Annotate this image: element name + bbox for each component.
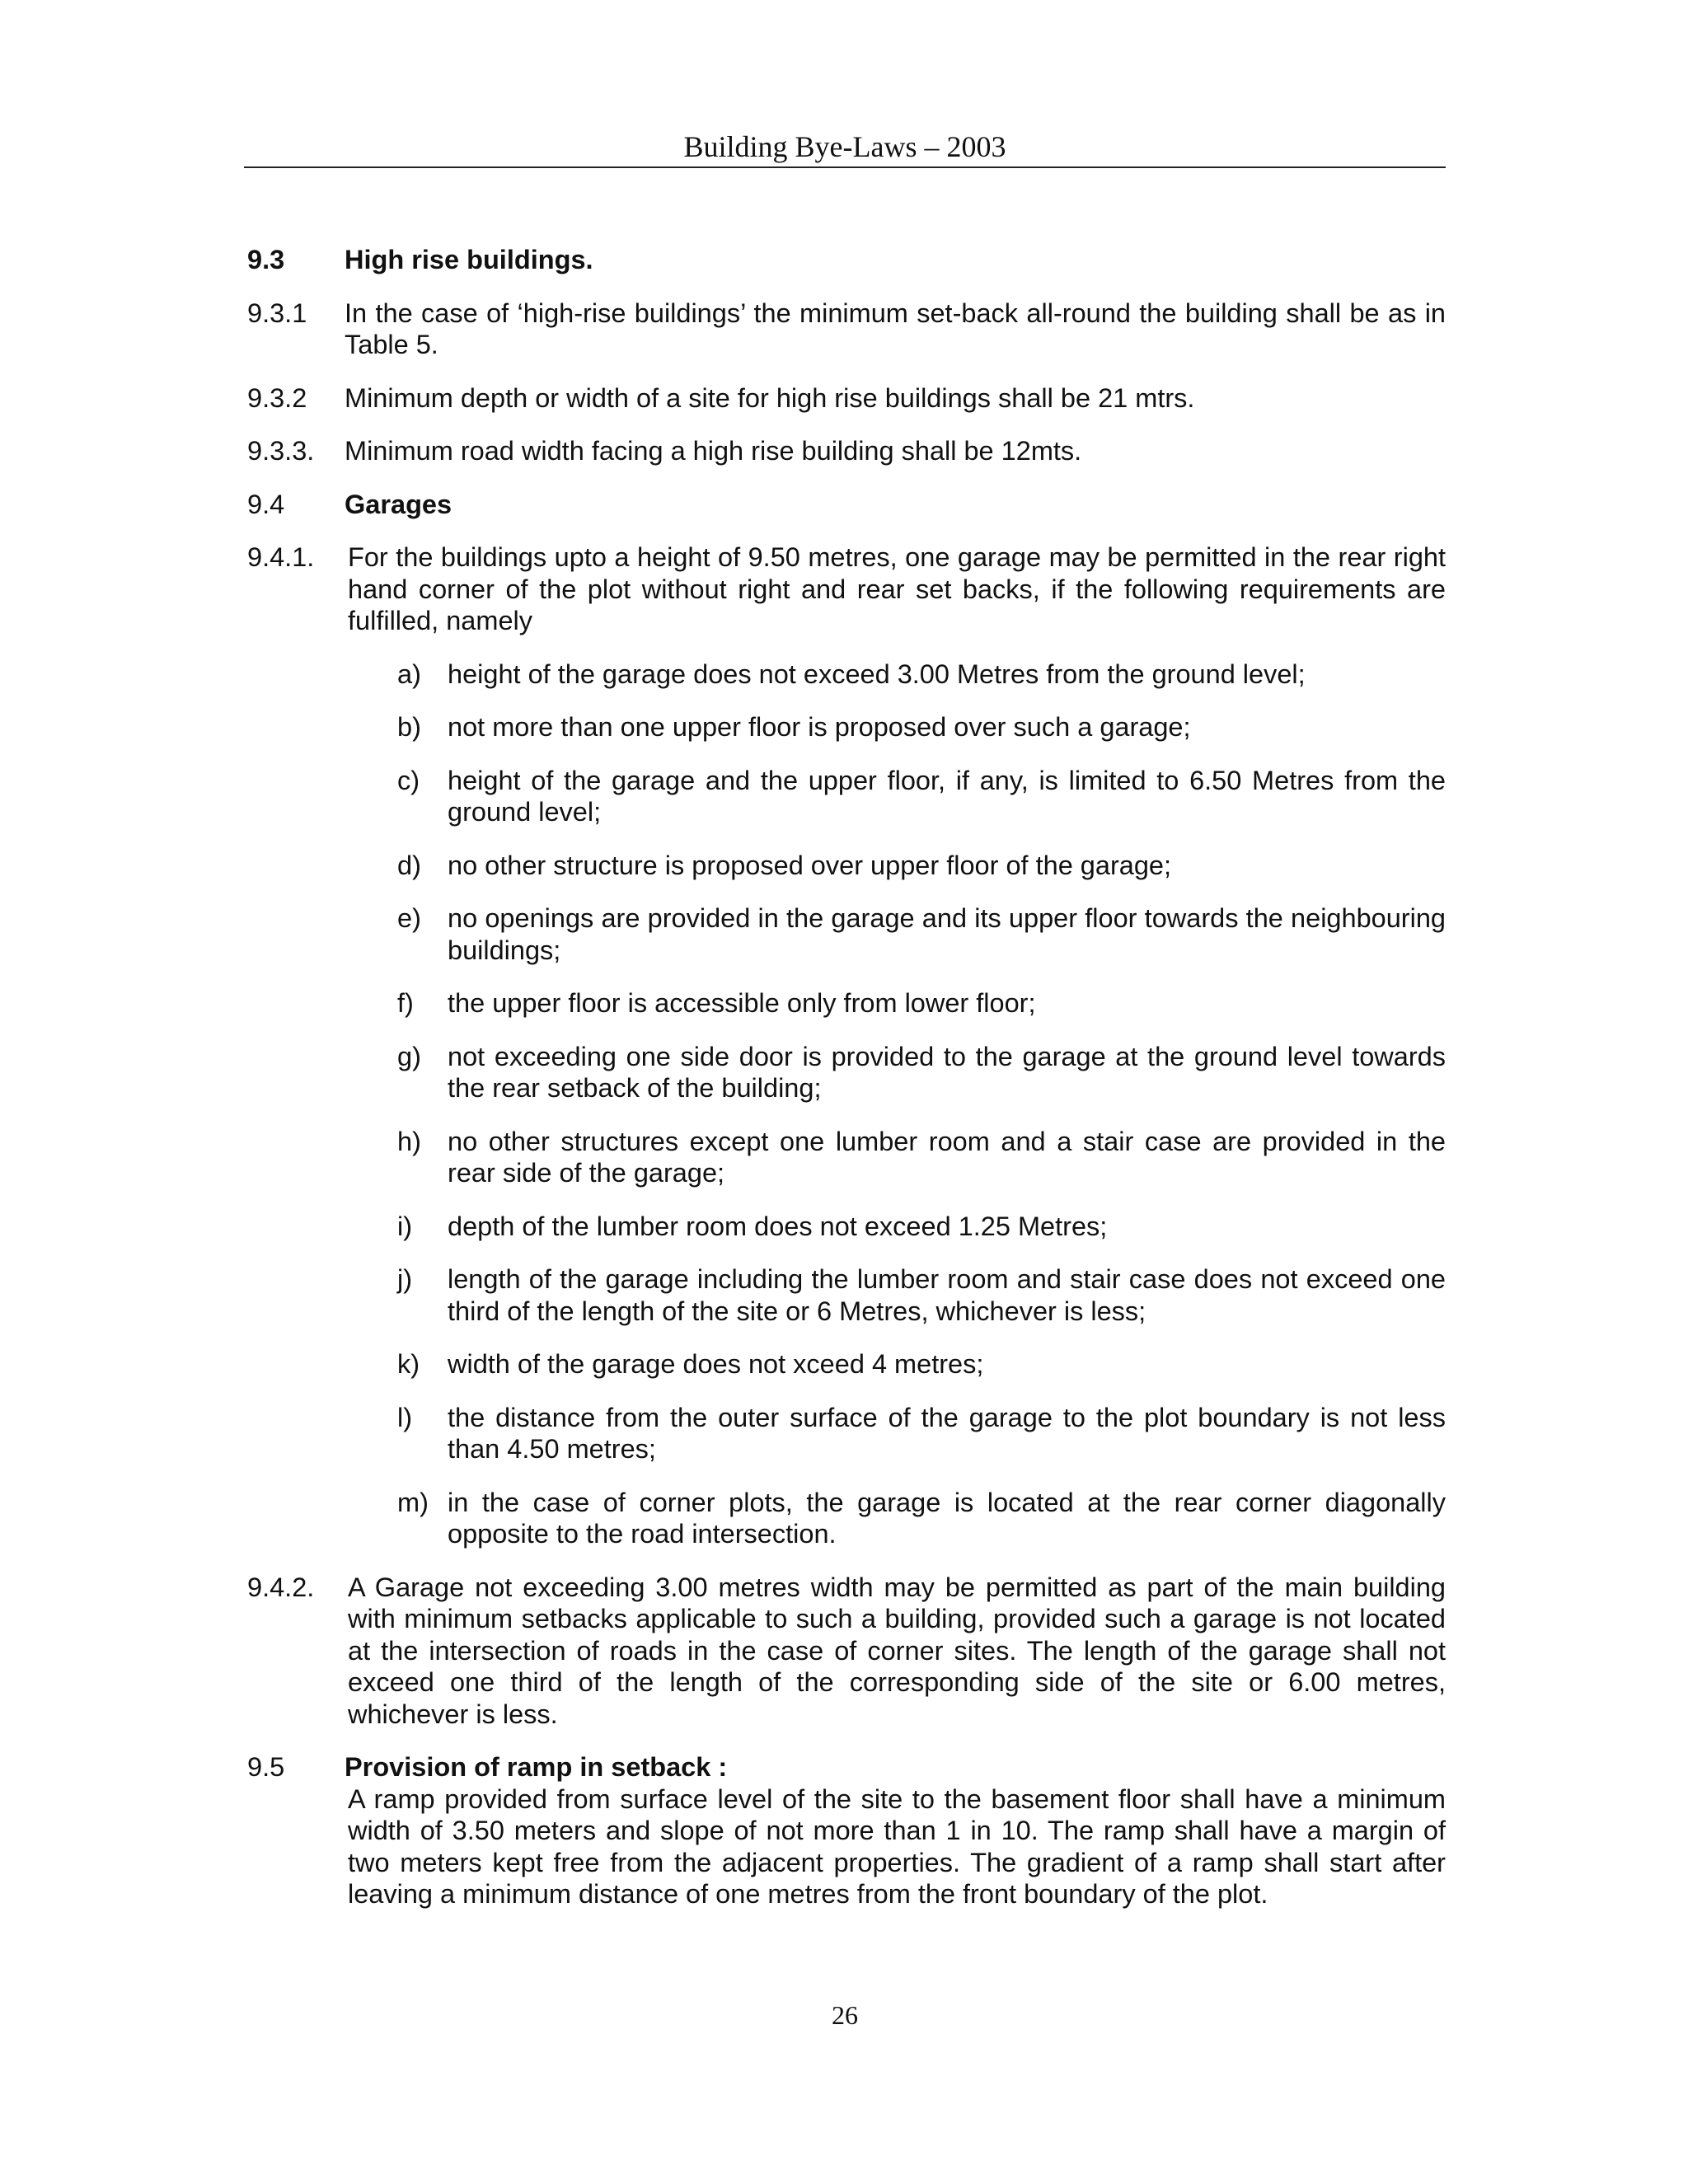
clause-text: Minimum road width facing a high rise building shall be 12mts. [345, 436, 1082, 466]
item-text: no other structure is proposed over upper floor of the garage; [448, 850, 1172, 880]
item-letter: i) [397, 1211, 413, 1241]
item-letter: b) [397, 712, 421, 742]
section-9-4-heading [247, 489, 1446, 521]
list-item [397, 850, 1446, 882]
item-text: no other structures except one lumber room and a stair case are provided in the rear side of the garage; [448, 1126, 1446, 1188]
item-letter: m) [397, 1487, 429, 1517]
item-letter: g) [397, 1041, 421, 1071]
item-text: height of the garage and the upper floor, if any, is limited to 6.50 Metres from the ground level; [448, 765, 1446, 827]
list-item [397, 765, 1446, 828]
clause-text: A Garage not exceeding 3.00 metres width may be permitted as part of the main building with minimum setbacks applicable to such a building, provided such a garage is not located at the intersection of roads in the case of corner sites. The length of the garage shall not exceed one third of the length of the corresponding side of the site or 6.00 metres, whichever is less. [348, 1572, 1446, 1729]
item-text: in the case of corner plots, the garage is located at the rear corner diagonally opposite to the road intersection. [448, 1487, 1446, 1549]
item-text: depth of the lumber room does not exceed 1.25 Metres; [448, 1211, 1108, 1241]
clause-number: 9.3.2 [247, 382, 307, 413]
list-item [397, 1487, 1446, 1550]
section-number: 9.5 [247, 1752, 285, 1782]
item-letter: h) [397, 1126, 421, 1156]
item-letter: a) [397, 658, 421, 689]
clause-9-4-2 [247, 1572, 1446, 1731]
list-item [397, 1126, 1446, 1189]
list-item [397, 1402, 1446, 1465]
item-letter: f) [397, 988, 414, 1018]
list-item [397, 1263, 1446, 1327]
item-letter: l) [397, 1402, 413, 1432]
list-item [397, 1348, 1446, 1380]
item-text: length of the garage including the lumber room and stair case does not exceed one third of the length of the site or 6 Metres, whichever is less; [448, 1264, 1446, 1326]
section-number: 9.3 [247, 245, 285, 274]
clause-number: 9.3.1 [247, 298, 307, 328]
clause-9-4-1 [247, 541, 1446, 637]
clause-9-3-2 [247, 382, 1446, 415]
list-item [397, 902, 1446, 966]
header-rule [244, 166, 1446, 168]
section-number: 9.4 [247, 489, 285, 519]
clause-number: 9.4.1. [247, 542, 315, 572]
section-9-5 [247, 1751, 1446, 1910]
clause-9-3-3 [247, 435, 1446, 467]
item-text: height of the garage does not exceed 3.00 Metres from the ground level; [448, 658, 1306, 689]
section-title: Garages [345, 489, 452, 519]
item-text: the upper floor is accessible only from lower floor; [448, 988, 1036, 1018]
section-title: Provision of ramp in setback : [345, 1752, 728, 1782]
section-9-5-content [345, 1751, 1446, 1910]
clause-9-3-1 [247, 298, 1446, 361]
section-text: A ramp provided from surface level of the site to the basement floor shall have a minimum width of 3.50 meters and slope of not more than 1 in 10. The ramp shall have a margin of two meters kept free from the adjacent properties. The gradient of a ramp shall start after leaving a minimum distance of one metres from the front boundary of the plot. [348, 1783, 1446, 1909]
section-9-3-heading [247, 244, 1446, 276]
item-text: the distance from the outer surface of the garage to the plot boundary is not less than 4.50 metres; [448, 1402, 1446, 1464]
clause-number: 9.4.2. [247, 1572, 315, 1602]
list-item [397, 987, 1446, 1019]
item-letter: e) [397, 903, 421, 933]
item-text: not more than one upper floor is proposed over such a garage; [448, 712, 1191, 742]
item-text: no openings are provided in the garage and its upper floor towards the neighbouring buildings; [448, 903, 1446, 965]
list-item [397, 711, 1446, 743]
list-item [397, 1041, 1446, 1104]
item-letter: k) [397, 1349, 420, 1379]
item-letter: c) [397, 765, 420, 795]
garage-requirements-list [397, 658, 1446, 1550]
clause-text: Minimum depth or width of a site for high rise buildings shall be 21 mtrs. [345, 382, 1195, 413]
list-item [397, 658, 1446, 691]
section-title: High rise buildings. [345, 245, 593, 274]
page-number: 26 [832, 2000, 858, 2030]
document-body [247, 244, 1446, 1910]
clause-text: In the case of ‘high-rise buildings’ the minimum set-back all-round the building shall be as in Table 5. [345, 298, 1446, 359]
item-text: not exceeding one side door is provided to the garage at the ground level towards the rear setback of the building; [448, 1041, 1446, 1103]
page-header: Building Bye-Laws – 2003 [683, 130, 1006, 163]
clause-text: For the buildings upto a height of 9.50 metres, one garage may be permitted in the rear right hand corner of the plot without right and rear set backs, if the following requirements are fulfilled, namely [348, 542, 1446, 635]
item-letter: j) [397, 1264, 413, 1294]
clause-number: 9.3.3. [247, 436, 315, 466]
item-letter: d) [397, 850, 421, 880]
list-item [397, 1211, 1446, 1243]
item-text: width of the garage does not xceed 4 metres; [448, 1349, 984, 1379]
